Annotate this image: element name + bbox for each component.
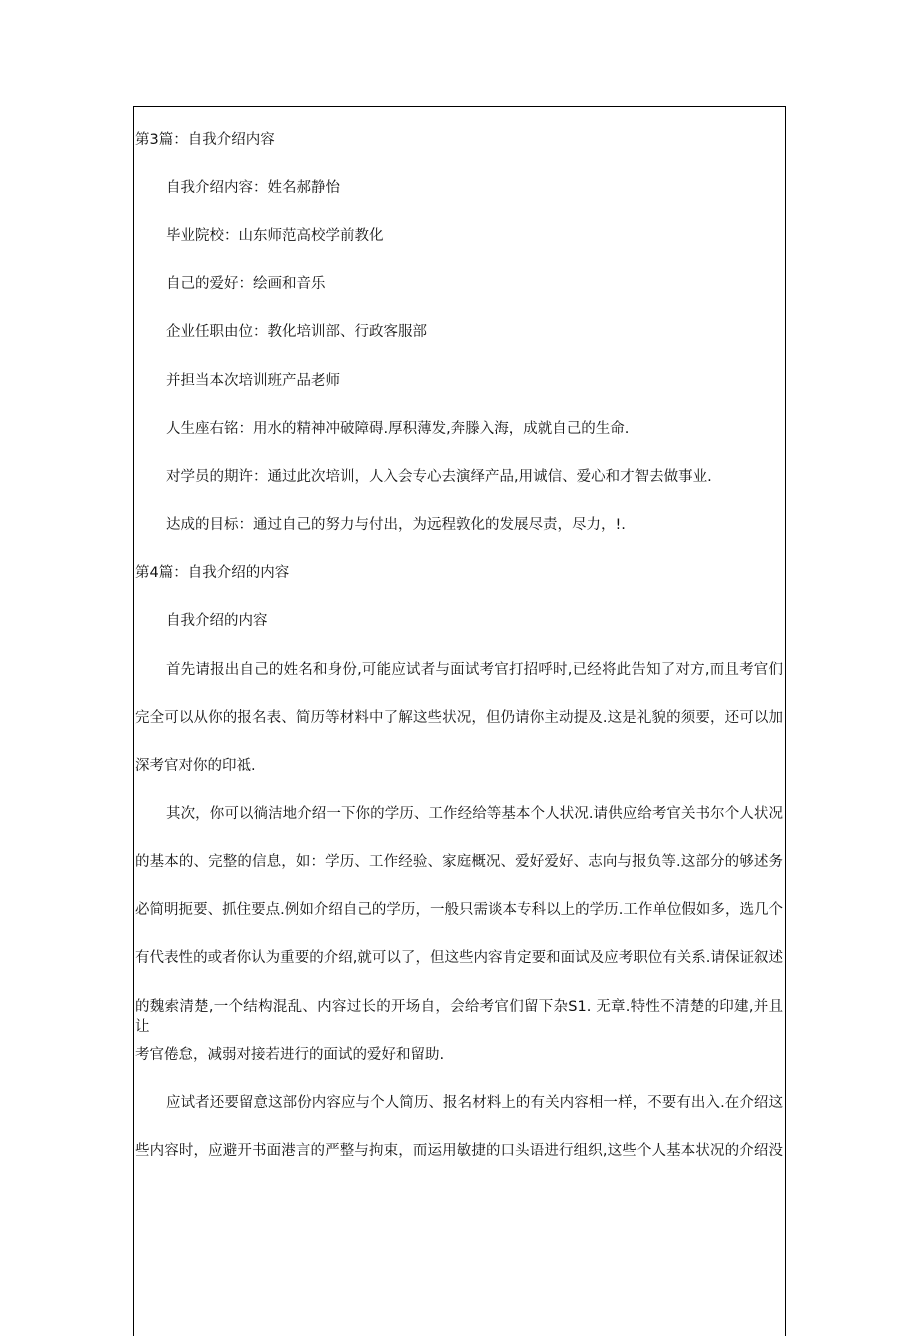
para1-line-3: 深考官对你的印祗. <box>135 758 256 774</box>
school-line: 毕业院校：山东师范高校学前教化 <box>166 228 384 244</box>
para1-line-1: 首先请报出自己的姓名和身份,可能应试者与面试考官打招呼时,已经将此告知了对方,而且考官们 <box>166 662 783 678</box>
para2-line-6: 考官倦怠，减弱对接若进行的面试的爱好和留助. <box>135 1047 445 1063</box>
para3-line-2: 些内容时，应避开书面港言的严整与拘束，而运用敏捷的口头语进行组织,这些个人基本状况的介绍没 <box>135 1143 783 1159</box>
expectation-line: 对学员的期许：通过此次培训，人入会专心去演绎产品,用诚信、爱心和才智去做事业. <box>166 469 712 485</box>
role-line: 并担当本次培训班产品老师 <box>166 373 340 389</box>
hobby-line: 自己的爱好：绘画和音乐 <box>166 276 326 292</box>
motto-line: 人生座右铭：用水的精神冲破障碍.厚积薄发,奔滕入海，成就自己的生命. <box>166 421 630 437</box>
para2-line-1: 其次，你可以徜洁地介绍一下你的学历、工作经给等基本个人状况.请供应给考官关书尔个人状况 <box>166 806 783 822</box>
para2-line-2: 的基本的、完整的信息，如：学历、工作经验、家庭概况、爱好爱好、志向与报负等.这部分的够述务 <box>135 854 783 870</box>
para3-line-1: 应试者还要留意这部份内容应与个人简历、报名材料上的有关内容相一样，不要有出入.在介绍这 <box>166 1095 783 1111</box>
goal-line: 达成的目标：通过自己的努力与付出，为远程敦化的发展尽责，尽力，!. <box>166 517 626 533</box>
para1-line-2: 完全可以从你的报名表、简历等材料中了解这些状况，但仍请你主动提及.这是礼貌的须要，还可以加 <box>135 710 783 726</box>
para2-line-3: 必简明扼要、抓住要点.例如介绍自己的学历，一般只需谈本专科以上的学历.工作单位假如多，选几个 <box>135 902 783 918</box>
intro-name-line: 自我介绍内容：姓名郝静怡 <box>166 180 340 196</box>
para2-line-4: 有代表性的或者你认为重要的介绍,就可以了，但这些内容肯定要和面试及应考职位有关系.请保证叙述 <box>135 950 783 966</box>
section3-heading: 第3篇：自我介绍内容 <box>135 132 275 148</box>
para2-line-5: 的魏索清楚,一个结构混乱、内容过长的开场自，会给考官们留下杂S1. 无章.特性不清楚的印建,并且让 <box>135 999 783 1035</box>
section4-subtitle: 自我介绍的内容 <box>166 613 268 629</box>
position-line: 企业任职由位：教化培训部、行政客服部 <box>166 324 427 340</box>
section4-heading: 第4篇：自我介绍的内容 <box>135 565 290 581</box>
